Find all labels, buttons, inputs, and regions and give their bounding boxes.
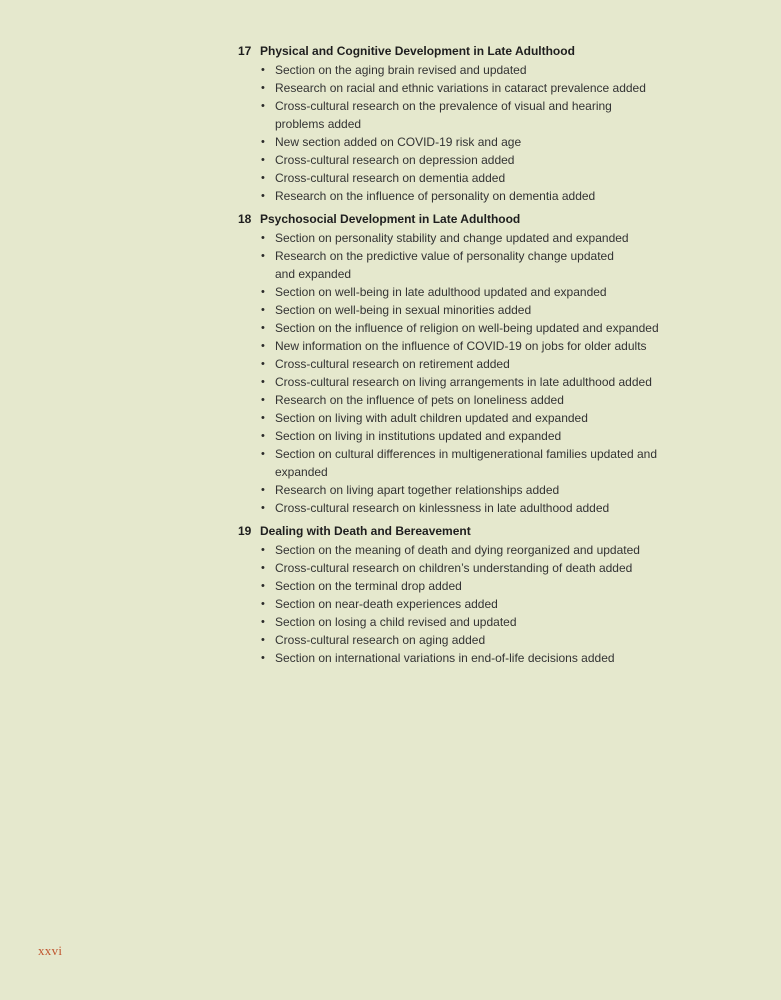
list-item: • Cross-cultural research on retirement added (261, 357, 510, 371)
bullet-icon: • (261, 598, 265, 610)
list-item: • Section on well-being in late adulthood updated and expanded (261, 285, 607, 299)
list-item: • Research on the predictive value of personality change updated and expanded (261, 249, 614, 281)
list-item: • Cross-cultural research on children’s understanding of death added (261, 561, 633, 575)
list-item: • Section on well-being in sexual minorities added (261, 303, 532, 317)
bullet-icon: • (261, 172, 265, 184)
bullet-icon: • (261, 304, 265, 316)
bullet-icon: • (261, 100, 265, 112)
list-item: • Cross-cultural research on aging added (261, 633, 486, 647)
chapter-number: 19 (238, 524, 252, 538)
chapter-title: Physical and Cognitive Development in Late Adulthood (260, 44, 575, 58)
chapter-19 (238, 523, 678, 667)
list-item: • Cross-cultural research on depression added (261, 153, 515, 167)
bullet-icon: • (261, 250, 265, 262)
chapter-number: 17 (238, 44, 252, 58)
bullet-icon: • (261, 358, 265, 370)
chapter-title: Dealing with Death and Bereavement (260, 524, 471, 538)
bullet-icon: • (261, 502, 265, 514)
bullet-icon: • (261, 394, 265, 406)
bullet-icon: • (261, 82, 265, 94)
list-item: • Section on living in institutions updated and expanded (261, 429, 562, 443)
list-item: • Section on cultural differences in multigenerational families updated and expanded (261, 447, 658, 479)
list-item: • Section on personality stability and change updated and expanded (261, 231, 629, 245)
list-item: • Cross-cultural research on dementia added (261, 171, 506, 185)
bullet-icon: • (261, 412, 265, 424)
list-item: • Section on international variations in end-of-life decisions added (261, 651, 615, 665)
list-item: • Section on living with adult children updated and expanded (261, 411, 588, 425)
list-item: • Research on living apart together relationships added (261, 483, 560, 497)
list-item: • Research on racial and ethnic variations in cataract prevalence added (261, 81, 646, 95)
bullet-icon: • (261, 616, 265, 628)
list-item: • New information on the influence of COVID-19 on jobs for older adults (261, 339, 647, 353)
list-item: • Section on losing a child revised and updated (261, 615, 517, 629)
bullet-icon: • (261, 580, 265, 592)
bullet-icon: • (261, 562, 265, 574)
chapter-number: 18 (238, 212, 252, 226)
list-item: • Section on the meaning of death and dying reorganized and updated (261, 543, 640, 557)
bullet-icon: • (261, 340, 265, 352)
chapter-title: Psychosocial Development in Late Adulthood (260, 212, 521, 226)
list-item: • Section on the aging brain revised and updated (261, 63, 527, 77)
chapter-18 (238, 211, 678, 517)
list-item: • Research on the influence of pets on loneliness added (261, 393, 564, 407)
list-item: • Section on the influence of religion on well-being updated and expanded (261, 321, 659, 335)
bullet-icon: • (261, 430, 265, 442)
bullet-icon: • (261, 634, 265, 646)
bullet-icon: • (261, 232, 265, 244)
bullet-icon: • (261, 652, 265, 664)
bullet-icon: • (261, 136, 265, 148)
bullet-icon: • (261, 544, 265, 556)
bullet-icon: • (261, 190, 265, 202)
bullet-icon: • (261, 448, 265, 460)
bullet-icon: • (261, 376, 265, 388)
bullet-icon: • (261, 322, 265, 334)
list-item: • Section on near-death experiences added (261, 597, 498, 611)
list-item: • Section on the terminal drop added (261, 579, 462, 593)
bullet-icon: • (261, 484, 265, 496)
list-item: • Research on the influence of personality on dementia added (261, 189, 596, 203)
page-number: xxvi (38, 943, 63, 958)
chapter-changes-list (238, 43, 678, 673)
list-item: • Cross-cultural research on kinlessness in late adulthood added (261, 501, 610, 515)
chapter-heading (238, 523, 678, 540)
chapter-heading (238, 211, 678, 228)
bullet-icon: • (261, 286, 265, 298)
bullet-icon: • (261, 64, 265, 76)
chapter-heading (238, 43, 678, 60)
bullet-icon: • (261, 154, 265, 166)
list-item: • Cross-cultural research on the prevalence of visual and hearing problems added (261, 99, 612, 131)
list-item: • New section added on COVID-19 risk and age (261, 135, 522, 149)
list-item: • Cross-cultural research on living arrangements in late adulthood added (261, 375, 652, 389)
chapter-17 (238, 43, 678, 205)
